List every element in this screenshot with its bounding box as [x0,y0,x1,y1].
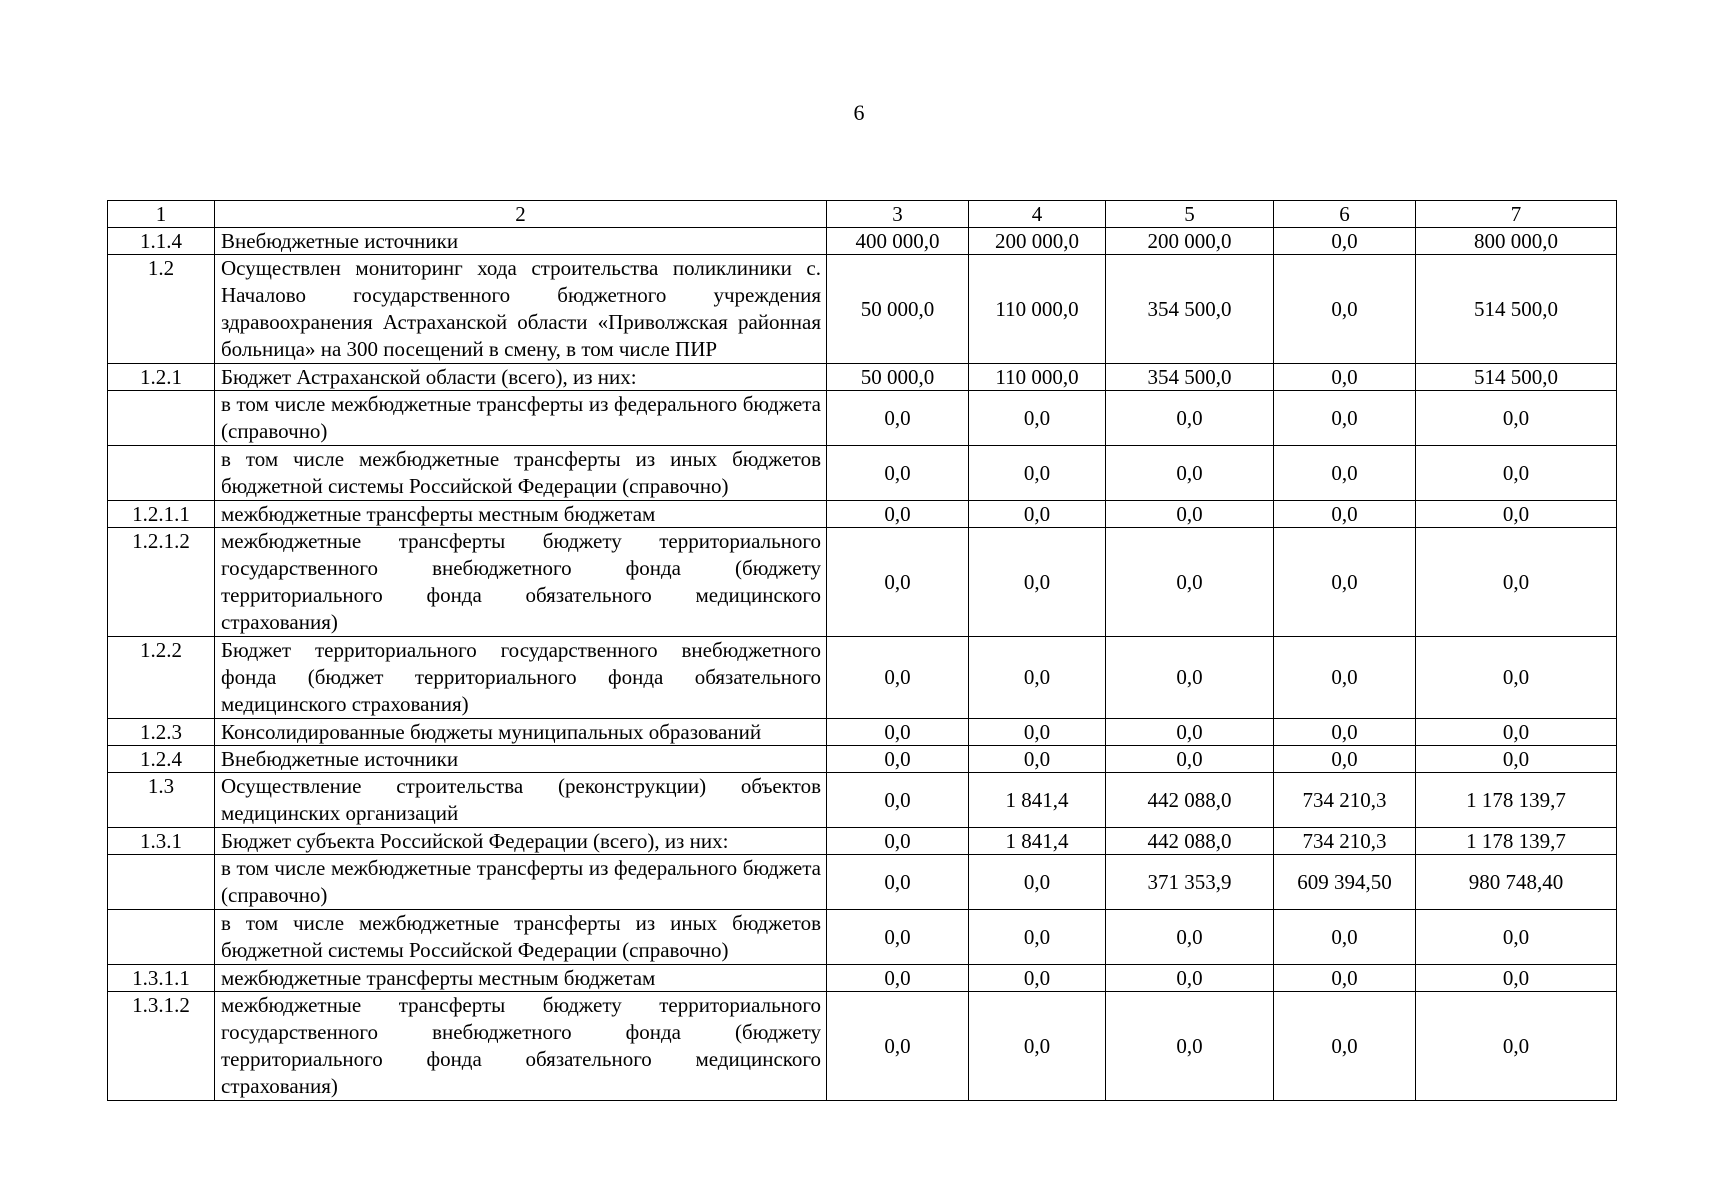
value-cell: 50 000,0 [827,364,969,391]
value-cell: 0,0 [1274,910,1416,965]
value-cell: 0,0 [969,446,1106,501]
value-cell: 0,0 [1106,446,1274,501]
table-row [108,528,1617,637]
row-number-cell: 1.3.1.2 [108,992,215,1101]
value-cell: 0,0 [827,992,969,1101]
value-cell: 0,0 [969,992,1106,1101]
value-cell: 0,0 [1106,637,1274,719]
value-cell: 1 841,4 [969,828,1106,855]
value-cell: 400 000,0 [827,228,969,255]
value-cell: 0,0 [969,637,1106,719]
budget-table [107,200,1617,1101]
value-cell: 0,0 [969,528,1106,637]
value-cell: 0,0 [1106,965,1274,992]
value-cell: 0,0 [1106,391,1274,446]
value-cell: 0,0 [1416,637,1617,719]
row-number-cell: 1.3.1 [108,828,215,855]
value-cell: 0,0 [1416,501,1617,528]
row-description-cell: Бюджет субъекта Российской Федерации (всего), из них: [215,828,827,855]
table-row [108,228,1617,255]
column-header: 7 [1416,201,1617,228]
value-cell: 0,0 [827,501,969,528]
value-cell: 0,0 [827,528,969,637]
value-cell: 1 178 139,7 [1416,773,1617,828]
column-header: 6 [1274,201,1416,228]
row-number-cell: 1.2.4 [108,746,215,773]
row-description-cell: Осуществлен мониторинг хода строительства поликлиники с. Началово государственного бюджетного учреждения здравоохранения Астраханской области «Приволжская районная больница» на 300 посещений в смену, в том числе ПИР [215,255,827,364]
row-description-cell: Бюджет территориального государственного внебюджетного фонда (бюджет территориального фонда обязательного медицинского страхования) [215,637,827,719]
value-cell: 0,0 [827,828,969,855]
value-cell: 110 000,0 [969,364,1106,391]
row-number-cell: 1.3.1.1 [108,965,215,992]
row-description-cell: Осуществление строительства (реконструкции) объектов медицинских организаций [215,773,827,828]
value-cell: 0,0 [1106,719,1274,746]
value-cell: 0,0 [1274,719,1416,746]
value-cell: 0,0 [827,637,969,719]
column-header: 2 [215,201,827,228]
value-cell: 0,0 [827,965,969,992]
value-cell: 0,0 [969,719,1106,746]
table-row [108,364,1617,391]
value-cell: 371 353,9 [1106,855,1274,910]
row-number-cell [108,910,215,965]
column-header: 4 [969,201,1106,228]
value-cell: 0,0 [1274,528,1416,637]
column-header: 1 [108,201,215,228]
row-number-cell [108,446,215,501]
value-cell: 0,0 [1274,255,1416,364]
value-cell: 442 088,0 [1106,828,1274,855]
row-description-cell: в том числе межбюджетные трансферты из федерального бюджета (справочно) [215,855,827,910]
value-cell: 0,0 [969,910,1106,965]
value-cell: 200 000,0 [1106,228,1274,255]
value-cell: 0,0 [1106,992,1274,1101]
row-number-cell: 1.2.3 [108,719,215,746]
value-cell: 0,0 [1106,528,1274,637]
value-cell: 110 000,0 [969,255,1106,364]
value-cell: 0,0 [1416,446,1617,501]
row-number-cell: 1.2.1 [108,364,215,391]
value-cell: 0,0 [1274,501,1416,528]
column-number-row [108,201,1617,228]
value-cell: 0,0 [827,910,969,965]
row-number-cell: 1.2.1.1 [108,501,215,528]
value-cell: 0,0 [969,855,1106,910]
row-number-cell: 1.2.1.2 [108,528,215,637]
value-cell: 1 178 139,7 [1416,828,1617,855]
value-cell: 0,0 [1416,965,1617,992]
value-cell: 0,0 [1416,528,1617,637]
value-cell: 0,0 [969,965,1106,992]
table-row [108,828,1617,855]
value-cell: 0,0 [1416,910,1617,965]
value-cell: 0,0 [827,855,969,910]
value-cell: 514 500,0 [1416,364,1617,391]
row-description-cell: Внебюджетные источники [215,228,827,255]
value-cell: 800 000,0 [1416,228,1617,255]
row-description-cell: Внебюджетные источники [215,746,827,773]
table-row [108,719,1617,746]
value-cell: 0,0 [1106,910,1274,965]
column-header: 5 [1106,201,1274,228]
row-description-cell: Бюджет Астраханской области (всего), из них: [215,364,827,391]
value-cell: 0,0 [969,391,1106,446]
value-cell: 0,0 [1416,719,1617,746]
value-cell: 0,0 [827,391,969,446]
value-cell: 0,0 [1416,746,1617,773]
value-cell: 514 500,0 [1416,255,1617,364]
row-description-cell: межбюджетные трансферты местным бюджетам [215,965,827,992]
value-cell: 442 088,0 [1106,773,1274,828]
table-row [108,773,1617,828]
value-cell: 200 000,0 [969,228,1106,255]
table-row [108,855,1617,910]
value-cell: 0,0 [1106,746,1274,773]
value-cell: 0,0 [1106,501,1274,528]
value-cell: 0,0 [1274,637,1416,719]
table-row [108,637,1617,719]
table-row [108,746,1617,773]
value-cell: 0,0 [827,746,969,773]
row-number-cell: 1.2 [108,255,215,364]
value-cell: 354 500,0 [1106,364,1274,391]
value-cell: 0,0 [1416,391,1617,446]
value-cell: 609 394,50 [1274,855,1416,910]
value-cell: 0,0 [827,773,969,828]
value-cell: 0,0 [827,446,969,501]
value-cell: 734 210,3 [1274,828,1416,855]
row-description-cell: межбюджетные трансферты бюджету территориального государственного внебюджетного фонда (бюджету территориального фонда обязательного медицинского страхования) [215,992,827,1101]
table-row [108,391,1617,446]
value-cell: 0,0 [1274,228,1416,255]
table-body [108,228,1617,1101]
row-number-cell: 1.3 [108,773,215,828]
value-cell: 0,0 [1274,364,1416,391]
row-description-cell: межбюджетные трансферты местным бюджетам [215,501,827,528]
value-cell: 0,0 [969,501,1106,528]
table-row [108,446,1617,501]
row-description-cell: в том числе межбюджетные трансферты из иных бюджетов бюджетной системы Российской Федерации (справочно) [215,910,827,965]
value-cell: 0,0 [1274,746,1416,773]
value-cell: 0,0 [1274,992,1416,1101]
table-row [108,965,1617,992]
value-cell: 980 748,40 [1416,855,1617,910]
row-description-cell: в том числе межбюджетные трансферты из федерального бюджета (справочно) [215,391,827,446]
column-header: 3 [827,201,969,228]
value-cell: 0,0 [827,719,969,746]
row-number-cell: 1.2.2 [108,637,215,719]
row-number-cell: 1.1.4 [108,228,215,255]
value-cell: 1 841,4 [969,773,1106,828]
table-row [108,255,1617,364]
table-row [108,501,1617,528]
value-cell: 354 500,0 [1106,255,1274,364]
row-description-cell: межбюджетные трансферты бюджету территориального государственного внебюджетного фонда (бюджету территориального фонда обязательного медицинского страхования) [215,528,827,637]
row-number-cell [108,855,215,910]
value-cell: 50 000,0 [827,255,969,364]
value-cell: 0,0 [969,746,1106,773]
row-description-cell: Консолидированные бюджеты муниципальных образований [215,719,827,746]
value-cell: 0,0 [1274,446,1416,501]
row-description-cell: в том числе межбюджетные трансферты из иных бюджетов бюджетной системы Российской Федерации (справочно) [215,446,827,501]
page-number: 6 [853,100,865,125]
value-cell: 0,0 [1274,391,1416,446]
value-cell: 0,0 [1416,992,1617,1101]
table-row [108,910,1617,965]
value-cell: 0,0 [1274,965,1416,992]
value-cell: 734 210,3 [1274,773,1416,828]
table-row [108,992,1617,1101]
row-number-cell [108,391,215,446]
